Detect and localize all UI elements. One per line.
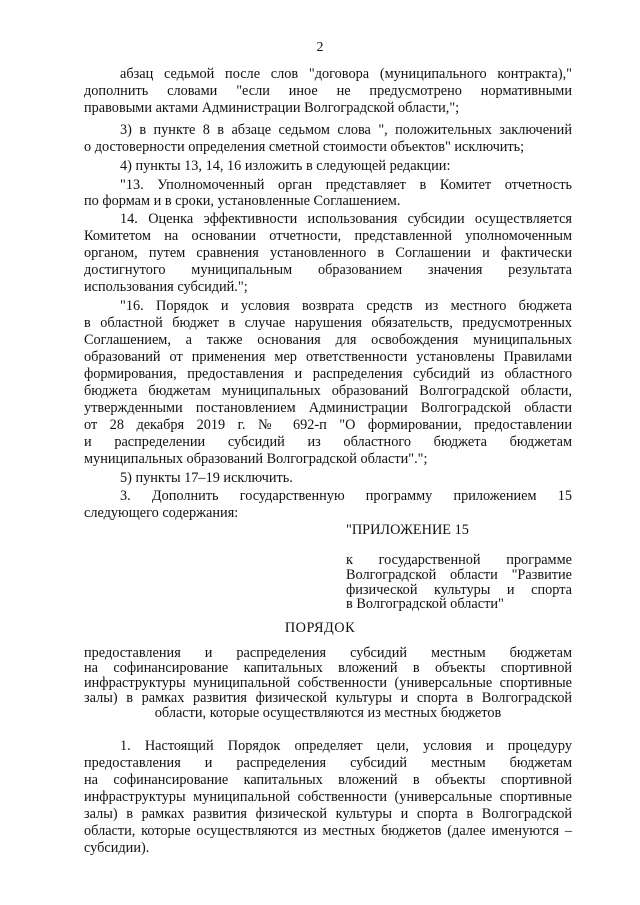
body-line: Соглашением, а также основания для освобождения муниципальных [84, 332, 572, 348]
body-line: утвержденными постановлением Администрации Волгоградской области [84, 400, 572, 416]
paragraph-line: области, которые осуществляются из местных бюджетов (далее именуются – [84, 823, 572, 839]
body-line: формирования, предоставления и распределения субсидий из областного [84, 366, 572, 382]
body-line: 3. Дополнить государственную программу приложением 15 [120, 488, 572, 504]
body-line: и распределении субсидий из областного бюджета бюджетам [84, 434, 572, 450]
body-line: "16. Порядок и условия возврата средств из местного бюджета [120, 298, 572, 314]
page-number: 2 [316, 40, 324, 55]
body-line: муниципальных образований Волгоградской области"."; [84, 451, 428, 467]
body-line: 4) пункты 13, 14, 16 изложить в следующей редакции: [120, 158, 451, 174]
body-line: 14. Оценка эффективности использования субсидии осуществляется [120, 211, 572, 227]
procedure-heading-line: на софинансирование капитальных вложений в объекты спортивной [84, 660, 572, 676]
paragraph-line: залы) в рамках развития физической культуры и спорта в Волгоградской [84, 806, 572, 822]
appendix-line: физической культуры и спорта [346, 582, 572, 598]
body-line: 3) в пункте 8 в абзаце седьмом слова ", положительных заключений [120, 122, 572, 138]
procedure-heading-line: области, которые осуществляются из местных бюджетов [154, 705, 502, 721]
body-line: от 28 декабря 2019 г. № 692-п "О формировании, предоставлении [84, 417, 572, 433]
body-line: по формам и в сроки, установленные Соглашением. [84, 193, 401, 209]
paragraph-line: инфраструктуры муниципальной собственности (универсальные спортивные [84, 789, 572, 805]
body-line: абзац седьмой после слов "договора (муниципального контракта)," [120, 66, 572, 82]
paragraph-line: предоставления и распределения субсидий местным бюджетам [84, 755, 572, 771]
body-line: дополнить словами "если иное не предусмотрено нормативными [84, 83, 572, 99]
procedure-heading-line: залы) в рамках развития физической культуры и спорта в Волгоградской [84, 690, 572, 706]
body-line: бюджета бюджетам муниципальных образований Волгоградской области, [84, 383, 572, 399]
body-line: "13. Уполномоченный орган представляет в Комитет отчетность [120, 177, 572, 193]
procedure-heading-line: инфраструктуры муниципальной собственности (универсальные спортивные [84, 675, 572, 691]
body-line: использования субсидий."; [84, 279, 248, 295]
procedure-heading-line: предоставления и распределения субсидий местным бюджетам [84, 645, 572, 661]
body-line: следующего содержания: [84, 505, 239, 521]
paragraph-line: субсидии). [84, 840, 150, 856]
appendix-line: в Волгоградской области" [346, 596, 504, 612]
body-line: Комитетом на основании отчетности, представленной уполномоченным [84, 228, 572, 244]
appendix-line: Волгоградской области "Развитие [346, 567, 572, 583]
paragraph-line: 1. Настоящий Порядок определяет цели, условия и процедуру [120, 738, 572, 754]
body-line: о достоверности определения сметной стоимости объектов" исключить; [84, 139, 525, 155]
appendix-title: "ПРИЛОЖЕНИЕ 15 [346, 522, 469, 538]
paragraph-line: на софинансирование капитальных вложений в объекты спортивной [84, 772, 572, 788]
body-line: достигнутого муниципальным образованием значения результата [84, 262, 572, 278]
appendix-line: к государственной программе [346, 552, 572, 568]
body-line: правовыми актами Администрации Волгоградской области,"; [84, 100, 460, 116]
body-line: 5) пункты 17–19 исключить. [120, 470, 293, 486]
body-line: образований от применения мер ответственности установлены Правилами [84, 349, 572, 365]
body-line: в областной бюджет в случае нарушения обязательств, предусмотренных [84, 315, 572, 331]
body-line: органом, путем сравнения установленного в Соглашении и фактически [84, 245, 572, 261]
procedure-title: ПОРЯДОК [284, 620, 356, 636]
